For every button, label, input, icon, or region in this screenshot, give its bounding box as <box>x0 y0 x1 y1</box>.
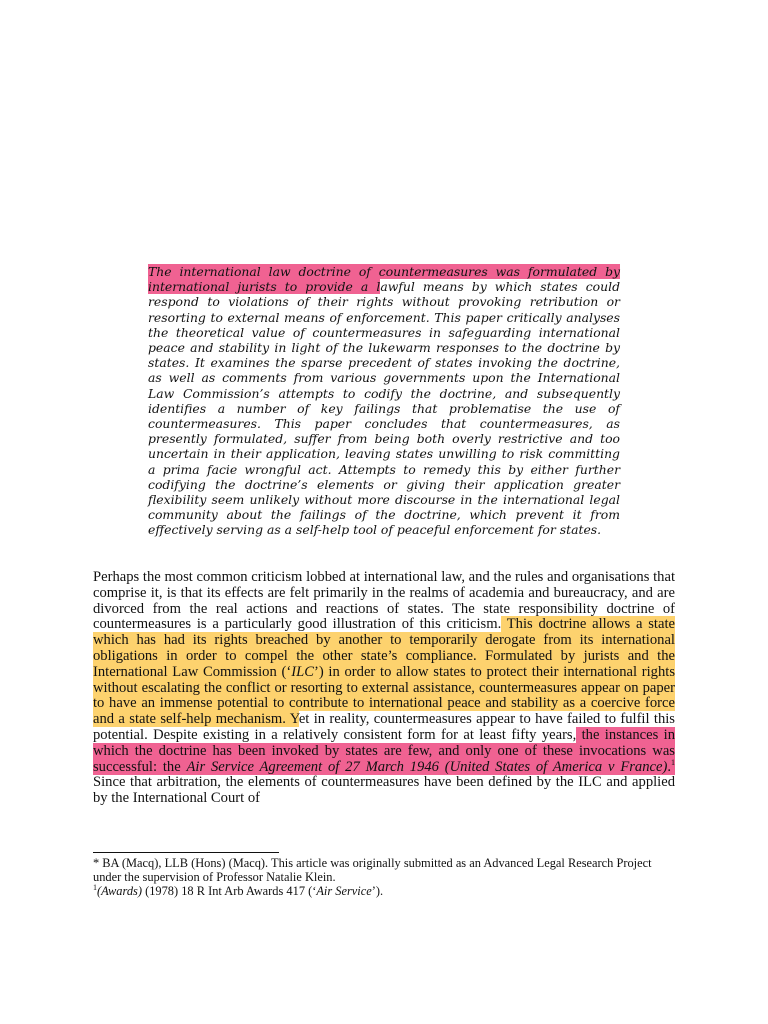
footnote-1-close: ’). <box>371 884 384 898</box>
footnote-ref-1[interactable]: 1 <box>670 757 675 767</box>
case-name: Air Service Agreement of 27 March 1946 (United States of America v France) <box>186 758 668 775</box>
footnote-1-awards: (Awards) <box>97 884 142 898</box>
body-end: Since that arbitration, the elements of countermeasures have been defined by the ILC and applied by the International Court of <box>93 774 675 807</box>
abstract-paragraph <box>148 264 620 538</box>
footnote-1-short-title: Air Service <box>316 884 372 898</box>
ilc-abbrev: ILC <box>291 663 314 680</box>
yellow-text-1: This doctrine allows a state which has had its rights breached by another to temporarily derogate from its international obligations in order to compel the other state’s compliance. Formulated by jurists and the International Law Commission (‘ <box>93 616 675 680</box>
footnotes-section <box>93 856 653 898</box>
body-paragraph <box>93 570 675 807</box>
footnote-1 <box>93 884 653 898</box>
footnote-divider <box>93 852 279 853</box>
pink-text: the instances in which the doctrine has been invoked by states are few, and only one of these invocations was successful: the <box>93 726 675 775</box>
footnote-star: * BA (Macq), LLB (Hons) (Macq). This article was originally submitted as an Advanced Legal Research Project under the supervision of Professor Natalie Klein. <box>93 856 652 884</box>
pink-end: . <box>667 758 671 775</box>
abstract-text: awful means by which states could respond to violations of their rights without provoking retribution or resorting to external means of enforcement. This paper critically analyses the theoretical value of countermeasures in safeguarding international peace and stability in light of the lukewarm responses to the doctrine by states. It examines the sparse precedent of states invoking the doctrine, as well as comments from various governments upon the International Law Commission’s attempts to codify the doctrine, and subsequently identifies a number of key failings that problematise the use of countermeasures. This paper concludes that countermeasures, as presently formulated, suffer from being both overly restrictive and too uncertain in their application, leaving states unwilling to risk committing a prima facie wrongful act. Attempts to remedy this by either further codifying the doctrine’s elements or giving their application greater flexibility seem unlikely without more discourse in the international legal community about the failings of the doctrine, which prevent it from effectively serving as a self-help tool of peaceful enforcement for states. <box>148 279 620 538</box>
footnote-1-citation: (1978) 18 R Int Arb Awards 417 (‘ <box>141 884 317 898</box>
footnote-1-mark: 1 <box>93 882 97 892</box>
body-middle: et in reality, countermeasures appear to have failed to fulfil this potential. Despite existing in a relatively consistent form for at least fifty years, <box>93 711 675 743</box>
body-intro: Perhaps the most common criticism lobbed at international law, and the rules and organisations that comprise it, is that its effects are felt primarily in the realms of academia and bureaucracy, and are divorced from the real actions and reactions of states. The state responsibility doctrine of countermeasures is a particularly good illustration of this criticism. <box>93 569 675 633</box>
yellow-text-2: ’) in order to allow states to protect their international rights without escalating the conflict or resorting to external assistance, countermeasures appear on paper to have an immense potential to contribute to international peace and stability as a coercive force and a state self-help mechanism. Y <box>93 663 676 728</box>
abstract-highlight: The international law doctrine of countermeasures was formulated by international jurists to provide a l <box>148 264 620 295</box>
